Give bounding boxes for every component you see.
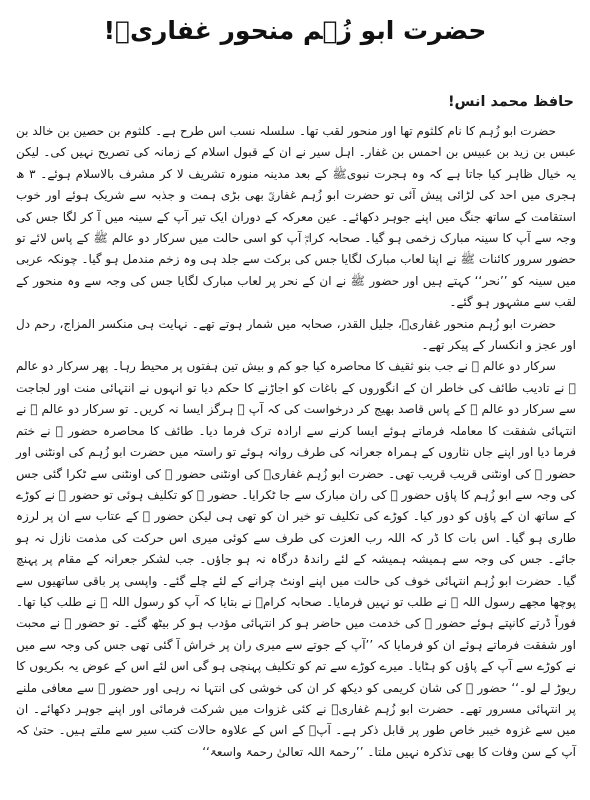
paragraph: سرکار دو عالم ﷺ نے جب بنو ثقیف کا محاصرہ کیا جو کم و بیش تین ہفتوں پر محیط رہا۔ پھر سرکار دو عالم ﷺ نے تادیب طائف کی خاطر ان کے انگوروں کے باغات کو اجاڑنے کا حکم دیا تو انہوں نے انتہائی منت اور لجاجت سے سرکار دو عالم ﷺ کے پاس قاصد بھیج کر درخواست کی کہ آپ ﷺ ہرگز ایسا نہ کریں۔ تو سرکار دو عالم ﷺ نے انتہائی شفقت کا معاملہ فرماتے ہوئے ایسا کرنے سے ارادہ ترک فرما دیا۔ طائف کا محاصرہ حضور ﷺ نے ختم فرما دیا اور اپنے جاں نثاروں کے ہمراہ جعرانہ کی طرف روانہ ہوئے تو راستہ میں حضرت ابو زُہم کی اونٹنی اور حضور ﷺ کی اونٹنی قریب قریب تھی۔ حضرت ابو زُہم غفاریؓ کی اونٹنی حضور ﷺ کی اونٹنی سے ٹکرا گئی جس کی وجہ سے ابو زُہم کا پاؤں حضور ﷺ کی ران مبارک سے جا ٹکرایا۔ حضور ﷺ کو تکلیف ہوئی تو حضور ﷺ نے کوڑے کے ساتھ ان کے پاؤں کو دور کیا۔ کوڑے کی تکلیف تو خیر ان کو تھی ہی لیکن حضور ﷺ کے عتاب سے ان پر لرزہ طاری ہو گیا۔ اس بات کا ڈر کہ اللہ رب العزت کی طرف سے کوئی میری اس حرکت کی مذمت نازل نہ ہو جائے۔ جس کی وجہ سے ہمیشہ ہمیشہ کے لئے راندۂ درگاہ نہ ہو جاؤں۔ جب لشکر جعرانہ کے مقام پر پہنچ گیا۔ حضرت ابو زُہم انتہائی خوف کی حالت میں اپنے اونٹ چرانے کے لئے چلے گئے۔ واپسی پر باقی ساتھیوں سے پوچھا مجھے رسول اللہ ﷺ نے طلب تو نہیں فرمایا۔ صحابہ کرامؓ نے بتایا کہ آپ کو رسول اللہ ﷺ نے طلب کیا تھا۔ فوراً ڈرتے کانپتے ہوئے حضور ﷺ کی خدمت میں حاضر ہو کر انتہائی مؤدب ہو کر بیٹھ گئے۔ تو حضور ﷺ نے محبت اور شفقت فرماتے ہوئے ان کو فرمایا کہ ’’آپ کے جوتے سے میری ران پر خراش آ گئی تھی جس کی وجہ سے میں نے کوڑے سے آپ کے پاؤں کو ہٹایا۔ میرے کوڑے سے تم کو تکلیف پہنچی ہو گی اس لئے اس کے عوض یہ بکریوں کا ریوڑ لے لو۔‘‘ حضور ﷺ کی شان کریمی کو دیکھ کر ان کی خوشی کی انتہا نہ رہی اور حضور ﷺ سے معافی ملنے پر انتہائی مسرور تھے۔ حضرت ابو زُہم غفاریؓ نے کئی غزوات میں شرکت فرمائی اور اپنے جوہر دکھائے۔ ان میں سے غزوہ خیبر خاص طور پر قابل ذکر ہے۔ آپؓ کے اس کے علاوہ حالات کتب سیر سے ملتے ہیں۔ حتیٰ کہ آپ کے سن وفات کا بھی تذکرہ نہیں ملتا۔ ’’رحمۃ اللہ تعالیٰ رحمۃ واسعۃ‘‘ <box>16 359 576 759</box>
author-name: حافظ محمد انس! <box>447 94 574 110</box>
paragraph: حضرت ابو زُہم منحور غفاریؓ، جلیل القدر، صحابہ میں شمار ہوتے تھے۔ نہایت ہی منکسر المزاج، رحم دل اور عجز و انکسار کے پیکر تھے۔ <box>16 316 576 353</box>
paragraph: حضرت ابو زُہم کا نام کلثوم تھا اور منحور لقب تھا۔ سلسلہ نسب اس طرح ہے۔ کلثوم بن حصین بن خالد بن عبس بن زید بن عبیس بن احمس بن غفار۔ اہل سیر نے ان کے قبول اسلام کے زمانہ کی تصریح نہیں کی۔ لیکن یہ خیال ظاہر کیا جاتا ہے کہ وہ ہجرت نبویﷺ کے بعد مدینہ منورہ تشریف لا کر مشرف بالاسلام ہوئے۔ ۳ ھ ہجری میں احد کی لڑائی پیش آئی تو حضرت ابو زُہم غفاریؓ بھی بڑی ہمت و جذبہ سے شریک ہوئے اور خوب استقامت کے ساتھ جنگ میں اپنے جوہر دکھائے۔ عین معرکہ کے دوران ایک تیر آپ کے سینہ میں آ کر لگا جس کی وجہ سے آپ کا سینہ مبارک زخمی ہو گیا۔ صحابہ کرامؓ آپ کو اسی حالت میں سرکار دو عالم ﷺ کے پاس لائے تو حضور سرور کائنات ﷺ نے اپنا لعاب مبارک لگایا جس کی برکت سے جلد ہی وہ زخم مندمل ہو گیا۔ چونکہ عربی میں سینہ کو ’’نحر‘‘ کہتے ہیں اور حضور ﷺ نے ان کے نحر پر لعاب مبارک لگایا جس کی وجہ سے وہ منحور کے لقب سے مشہور ہو گئے۔ <box>16 124 576 310</box>
article-title: حضرت ابو زُہم منحور غفاریؓ! <box>103 16 487 45</box>
article-body <box>16 121 576 763</box>
